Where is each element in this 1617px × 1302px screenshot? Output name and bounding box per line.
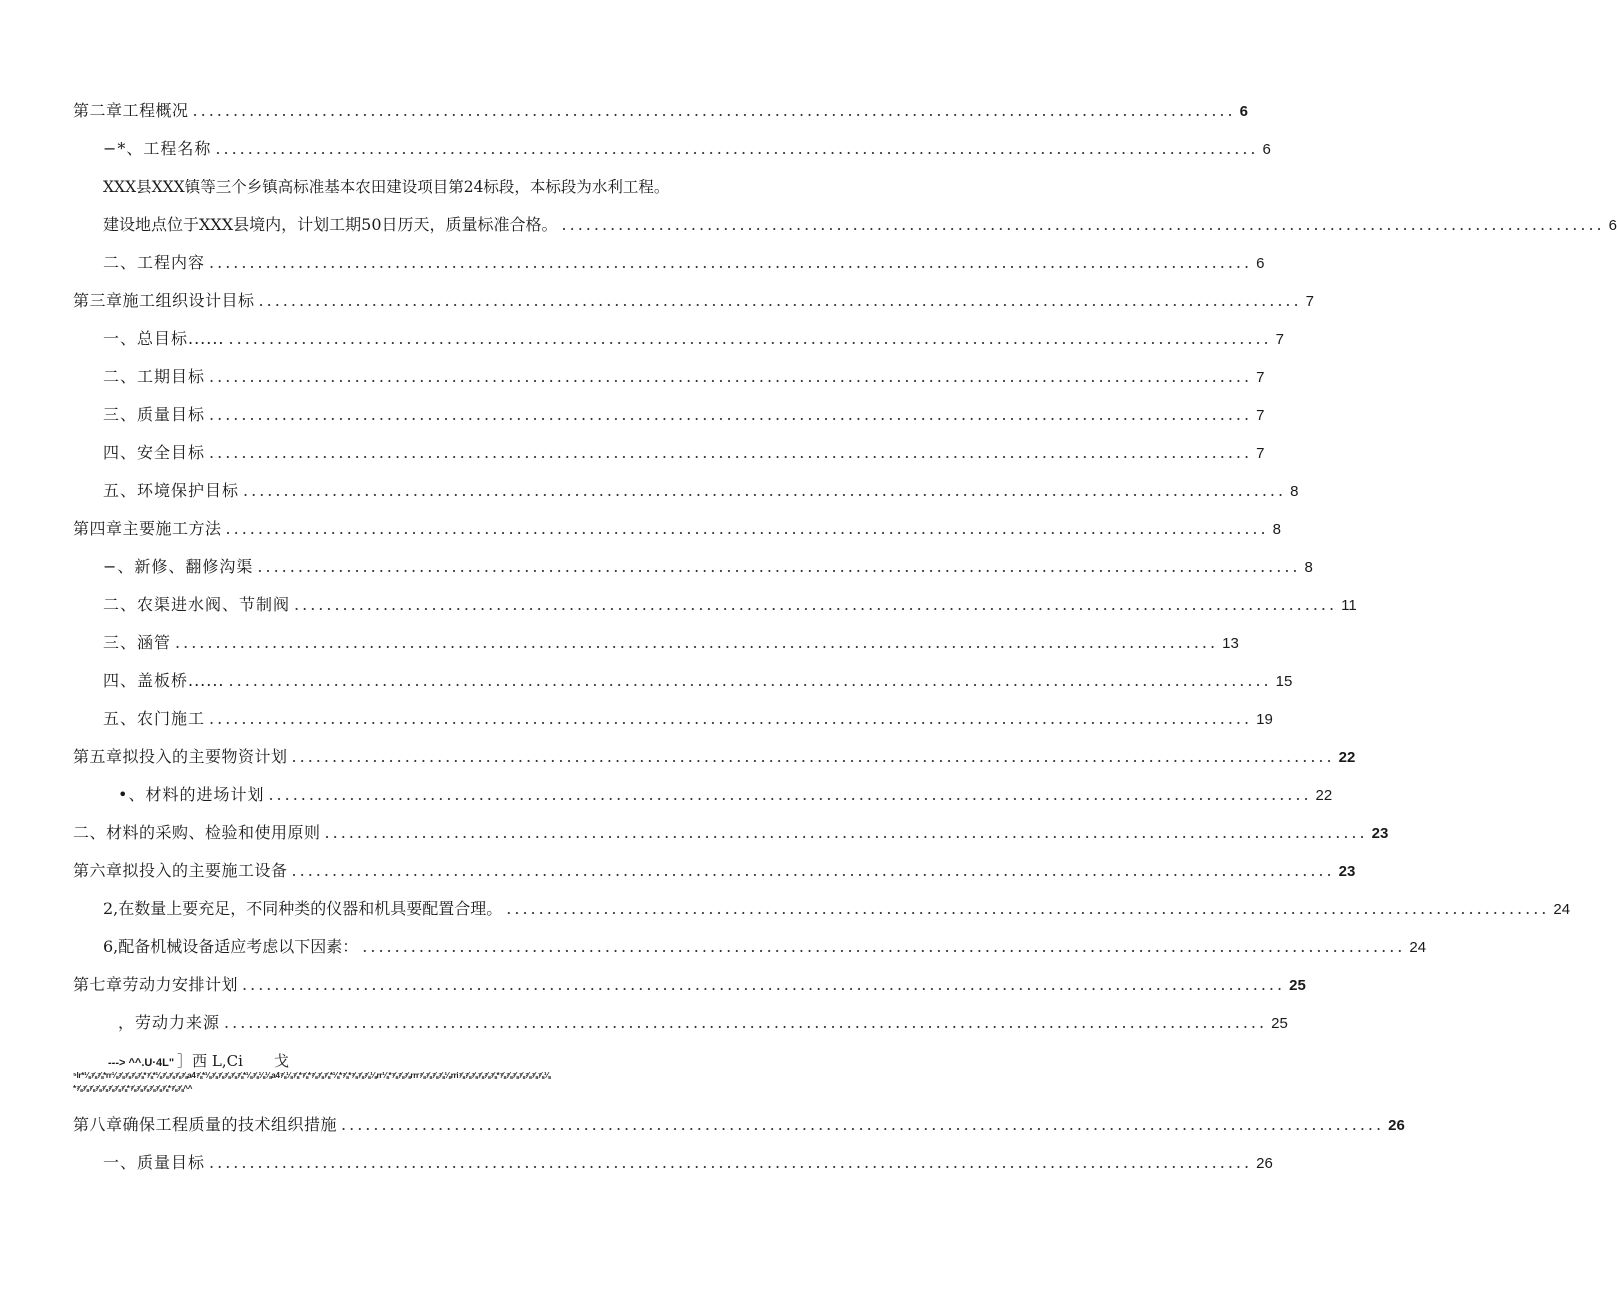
- toc-leader: .................................................................................................................................: [291, 861, 1335, 880]
- toc-page-number: 11: [1341, 597, 1357, 614]
- toc-page-number: 7: [1256, 445, 1265, 462]
- toc-label: 2,在数量上要充足，不同种类的仪器和机具要配置合理。: [103, 899, 503, 918]
- toc-page-number: 8: [1304, 559, 1313, 576]
- toc-page-number: 8: [1290, 483, 1299, 500]
- toc-chapter-7[interactable]: [73, 975, 1306, 996]
- toc-page-number: 7: [1305, 293, 1314, 310]
- toc-text-project-description: XXX县XXX镇等三个乡镇高标准基本农田建设项目第24标段，本标段为水利工程。: [103, 178, 670, 196]
- toc-leader: .................................................................................................................................: [324, 823, 1368, 842]
- toc-chapter-5[interactable]: [73, 747, 1356, 768]
- toc-label: 二、工程内容: [103, 253, 206, 272]
- toc-leader: .................................................................................................................................: [209, 1153, 1253, 1172]
- toc-label: 四、盖板桥......: [103, 671, 225, 690]
- toc-leader: .................................................................................................................................: [209, 709, 1253, 728]
- toc-section-farm-gate[interactable]: [103, 709, 1273, 730]
- toc-section-overall-goal[interactable]: [103, 329, 1284, 350]
- toc-page-number: 6: [1262, 141, 1271, 158]
- toc-page-number: 13: [1222, 635, 1239, 652]
- toc-label: ，劳动力来源: [118, 1013, 221, 1032]
- toc-section-safety-goal[interactable]: [103, 443, 1265, 464]
- toc-section-slab-bridge[interactable]: [103, 671, 1293, 692]
- toc-label: 第七章劳动力安排计划: [73, 975, 239, 994]
- toc-leader: .................................................................................................................................: [561, 215, 1605, 234]
- toc-page-number: 23: [1371, 825, 1389, 842]
- toc-leader: .................................................................................................................................: [258, 291, 1302, 310]
- toc-page-number: 6: [1256, 255, 1265, 272]
- toc-section-project-name[interactable]: [103, 139, 1271, 160]
- toc-section-schedule-goal[interactable]: [103, 367, 1265, 388]
- toc-label: 第四章主要施工方法: [73, 519, 222, 538]
- toc-page-number: 24: [1553, 901, 1571, 918]
- toc-page-number: 15: [1275, 673, 1293, 690]
- toc-leader: .................................................................................................................................: [362, 937, 1406, 956]
- toc-label: 第六章拟投入的主要施工设备: [73, 861, 288, 880]
- toc-leader: .................................................................................................................................: [228, 671, 1272, 690]
- toc-page-number: 25: [1289, 977, 1306, 994]
- toc-page-number: 25: [1271, 1015, 1288, 1032]
- toc-page-number: 7: [1275, 331, 1284, 348]
- toc-section-site-location[interactable]: [103, 215, 1617, 236]
- toc-section-quality-goal-2[interactable]: [103, 1153, 1273, 1174]
- toc-page-number: 22: [1338, 749, 1356, 766]
- toc-section-material-procurement[interactable]: [73, 823, 1389, 844]
- toc-page-number: 26: [1388, 1117, 1405, 1134]
- toc-label: 五、环境保护目标: [103, 481, 240, 500]
- toc-leader: .................................................................................................................................: [341, 1115, 1385, 1134]
- toc-label: 二、材料的采购、检验和使用原则: [73, 823, 321, 842]
- toc-chapter-3[interactable]: [73, 291, 1314, 312]
- garbled-fragment: 戈: [273, 1052, 289, 1070]
- toc-section-equipment-quantity[interactable]: [103, 899, 1571, 920]
- toc-chapter-2[interactable]: [73, 101, 1248, 122]
- garbled-fragment: ］西 L,Ci: [177, 1052, 243, 1070]
- toc-leader: .................................................................................................................................: [209, 443, 1253, 462]
- toc-label: 四、安全目标: [103, 443, 206, 462]
- toc-label: 五、农门施工: [103, 709, 206, 728]
- toc-page-number: 6: [1239, 103, 1248, 120]
- toc-leader: .................................................................................................................................: [209, 405, 1253, 424]
- toc-leader: .................................................................................................................................: [294, 595, 1338, 614]
- toc-leader: .................................................................................................................................: [215, 139, 1259, 158]
- toc-label: 第二章工程概况: [73, 101, 189, 120]
- toc-section-material-entry[interactable]: [118, 785, 1333, 806]
- toc-section-environment-goal[interactable]: [103, 481, 1299, 502]
- toc-page-number: 26: [1256, 1155, 1273, 1172]
- toc-label: −、新修、翻修沟渠: [103, 557, 254, 576]
- toc-label: 三、涵管: [103, 633, 172, 652]
- toc-leader: .................................................................................................................................: [175, 633, 1219, 652]
- garbled-text-line: [108, 1050, 408, 1071]
- toc-label: •、材料的进场计划: [118, 785, 265, 804]
- toc-section-canal-repair[interactable]: [103, 557, 1313, 578]
- toc-leader: .................................................................................................................................: [242, 975, 1286, 994]
- toc-page-number: 24: [1409, 939, 1427, 956]
- toc-leader: .................................................................................................................................: [224, 1013, 1268, 1032]
- toc-label: 二、工期目标: [103, 367, 206, 386]
- garbled-text-line: *⅞⅞⅞⅞⅞⅞⅞⅞*⅞⅞⅞⅞⅞⅞*⅞⅞^^: [73, 1084, 193, 1093]
- toc-section-labor-source[interactable]: [118, 1013, 1288, 1034]
- garbled-fragment: ---> ^^.U·4L": [108, 1057, 175, 1069]
- toc-leader: .................................................................................................................................: [209, 367, 1253, 386]
- toc-section-equipment-factors[interactable]: [103, 937, 1427, 958]
- toc-label: 第八章确保工程质量的技术组织措施: [73, 1115, 338, 1134]
- toc-page-number: 7: [1256, 407, 1265, 424]
- toc-page-number: 7: [1256, 369, 1265, 386]
- toc-leader: .................................................................................................................................: [243, 481, 1287, 500]
- toc-label: 第五章拟投入的主要物资计划: [73, 747, 288, 766]
- toc-leader: .................................................................................................................................: [291, 747, 1335, 766]
- toc-label: 建设地点位于XXX县境内，计划工期50日历天，质量标准合格。: [103, 215, 558, 234]
- toc-page-number: 6: [1608, 217, 1617, 234]
- toc-leader: .................................................................................................................................: [506, 899, 1550, 918]
- toc-chapter-4[interactable]: [73, 519, 1281, 540]
- toc-leader: .................................................................................................................................: [225, 519, 1269, 538]
- toc-leader: .................................................................................................................................: [257, 557, 1301, 576]
- toc-page-number: 8: [1272, 521, 1281, 538]
- toc-page-number: 19: [1256, 711, 1273, 728]
- toc-page-number: 23: [1338, 863, 1356, 880]
- toc-section-quality-goal[interactable]: [103, 405, 1265, 426]
- toc-label: 第三章施工组织设计目标: [73, 291, 255, 310]
- toc-chapter-8[interactable]: [73, 1115, 1405, 1136]
- toc-leader: .................................................................................................................................: [268, 785, 1312, 804]
- toc-label: 三、质量目标: [103, 405, 206, 424]
- toc-chapter-6[interactable]: [73, 861, 1356, 882]
- garbled-text-line: ⁵lr*⅛⅞⅞*rr⅛⅞⅞⅞⅞*⅞*⅛⅞⅞⅞⅞a4⅞*⅛⅞⅞⅞⅞⅞*⅛⅞⅛⅛a4⅞⅛⅞*⅞*⅞⅞⅞*⅛*⅞*⅞⅞⅞⅛rr⅛*⅞⅞⅞rrr⅞⅞⅞⅞⅛rri⅞⅞⅞⅞⅞⅞*⅞⅞⅞⅞⅞⅞⅞⅛: [73, 1071, 551, 1080]
- toc-section-valves[interactable]: [103, 595, 1357, 616]
- toc-label: 6,配备机械设备适应考虑以下因素：: [103, 937, 359, 956]
- toc-label: 二、农渠进水阀、节制阀: [103, 595, 291, 614]
- toc-label: 一、质量目标: [103, 1153, 206, 1172]
- toc-section-culvert[interactable]: [103, 633, 1239, 654]
- toc-leader: .................................................................................................................................: [228, 329, 1272, 348]
- toc-label: −*、工程名称: [103, 139, 212, 158]
- toc-section-project-content[interactable]: [103, 253, 1265, 274]
- toc-leader: .................................................................................................................................: [209, 253, 1253, 272]
- toc-leader: .................................................................................................................................: [192, 101, 1236, 120]
- toc-label: 一、总目标......: [103, 329, 225, 348]
- toc-page-number: 22: [1315, 787, 1333, 804]
